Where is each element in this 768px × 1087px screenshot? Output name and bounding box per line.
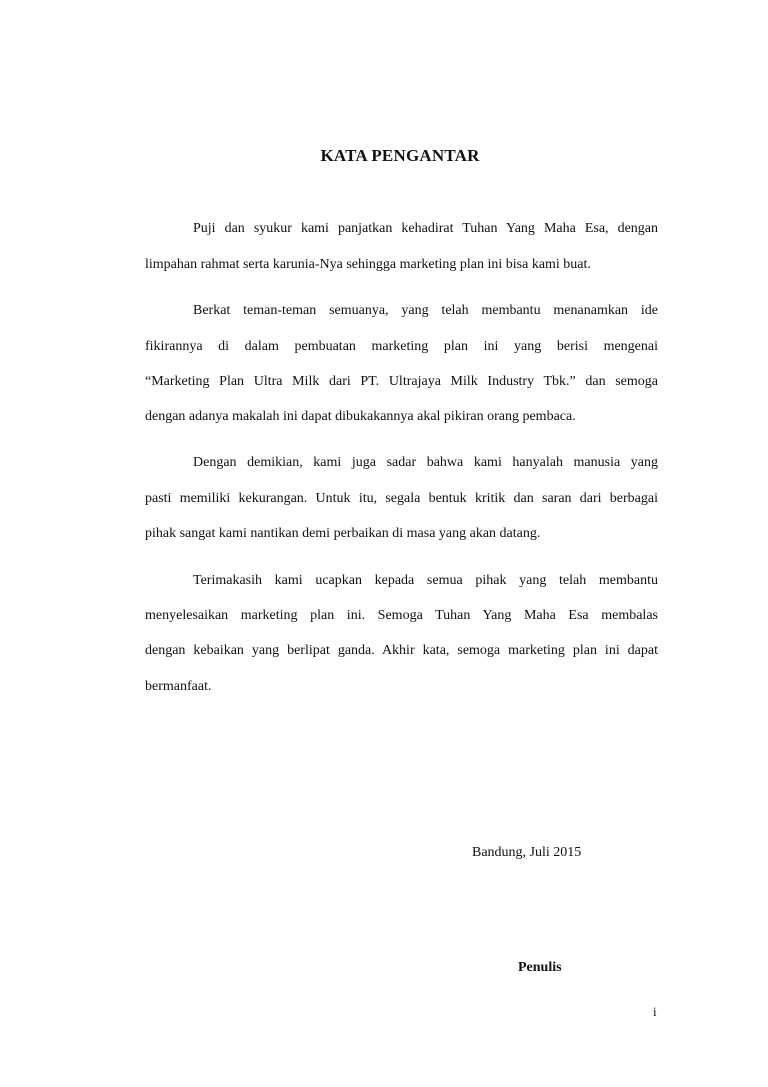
page-title: KATA PENGANTAR [320, 146, 480, 165]
page-number: i [653, 1004, 657, 1019]
paragraph-1-line-2: limpahan rahmat serta karunia-Nya sehingga marketing plan ini bisa kami buat. [145, 257, 591, 272]
paragraph-2-line-3: “Marketing Plan Ultra Milk dari PT. Ultrajaya Milk Industry Tbk.” dan semoga [145, 374, 658, 389]
paragraph-3-line-3: pihak sangat kami nantikan demi perbaikan di masa yang akan datang. [145, 526, 541, 541]
paragraph-4-line-3: dengan kebaikan yang berlipat ganda. Akhir kata, semoga marketing plan ini dapat [145, 643, 658, 658]
paragraph-2-line-4: dengan adanya makalah ini dapat dibukakannya akal pikiran orang pembaca. [145, 409, 576, 424]
paragraph-3-line-2: pasti memiliki kekurangan. Untuk itu, segala bentuk kritik dan saran dari berbagai [145, 491, 658, 506]
author-signature: Penulis [518, 960, 562, 975]
paragraph-4-line-4: bermanfaat. [145, 679, 212, 694]
paragraph-4-line-1: Terimakasih kami ucapkan kepada semua pihak yang telah membantu [193, 573, 658, 588]
paragraph-4-line-2: menyelesaikan marketing plan ini. Semoga Tuhan Yang Maha Esa membalas [145, 608, 658, 623]
paragraph-2-line-2: fikirannya di dalam pembuatan marketing plan ini yang berisi mengenai [145, 339, 658, 354]
place-date: Bandung, Juli 2015 [472, 845, 582, 860]
paragraph-1-line-1: Puji dan syukur kami panjatkan kehadirat Tuhan Yang Maha Esa, dengan [193, 221, 658, 236]
paragraph-3-line-1: Dengan demikian, kami juga sadar bahwa kami hanyalah manusia yang [193, 455, 658, 470]
paragraph-2-line-1: Berkat teman-teman semuanya, yang telah membantu menanamkan ide [193, 303, 658, 318]
